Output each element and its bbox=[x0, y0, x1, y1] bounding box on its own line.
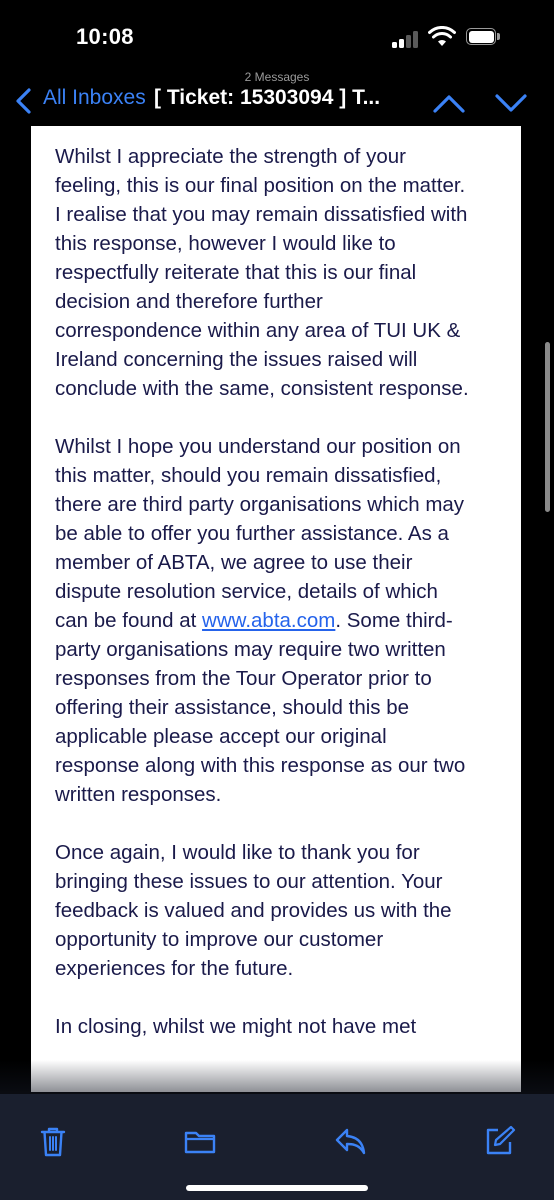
email-text-span: . Some third-party organisations may require two written responses from the Tour Operator prior to offering their assistance, should this be applicable please accept our original response along with this response as our two written responses. bbox=[55, 609, 466, 806]
previous-message-chevron-up-icon[interactable] bbox=[432, 92, 466, 114]
email-body bbox=[31, 126, 521, 1092]
battery-icon bbox=[466, 28, 502, 47]
email-paragraph: Once again, I would like to thank you for bringing these issues to our attention. Your feedback is valued and provides us with the opportunity to improve our customer experiences for the future. bbox=[55, 841, 452, 980]
back-chevron-icon[interactable] bbox=[14, 88, 32, 114]
scroll-indicator[interactable] bbox=[545, 342, 550, 512]
cellular-signal-icon bbox=[392, 30, 422, 48]
trash-icon[interactable] bbox=[36, 1124, 70, 1158]
email-paragraph: In closing, whilst we might not have met bbox=[55, 1015, 417, 1038]
wifi-icon bbox=[428, 26, 456, 48]
next-message-chevron-down-icon[interactable] bbox=[494, 92, 528, 114]
email-paragraph bbox=[55, 432, 475, 809]
reply-icon[interactable] bbox=[333, 1124, 367, 1158]
message-count: 2 Messages bbox=[244, 70, 310, 84]
compose-icon[interactable] bbox=[482, 1124, 516, 1158]
home-indicator[interactable] bbox=[186, 1185, 368, 1191]
clock: 10:08 bbox=[76, 24, 134, 49]
navigation-bar bbox=[0, 66, 554, 120]
back-button-all-inboxes[interactable]: All Inboxes bbox=[43, 86, 146, 109]
status-bar bbox=[0, 0, 554, 72]
folder-icon[interactable] bbox=[183, 1124, 217, 1158]
abta-link[interactable]: www.abta.com bbox=[202, 609, 336, 632]
email-text bbox=[55, 142, 475, 1070]
email-paragraph: Whilst I appreciate the strength of your feeling, this is our final position on the matter. I realise that you may remain dissatisfied with this response, however I would like to respectfully reiterate that this is our final decision and therefore further correspondence within any area of TUI UK & Ireland concerning the issues raised will conclude with the same, consistent response. bbox=[55, 145, 469, 400]
message-subject: [ Ticket: 15303094 ] T... bbox=[154, 86, 381, 109]
email-text-span: Whilst I hope you understand our position on this matter, should you remain dissatisfied, there are third party organisations which may be able to offer you further assistance. As a member of ABTA, we agree to use their dispute resolution service, details of which can be found at bbox=[55, 435, 465, 632]
